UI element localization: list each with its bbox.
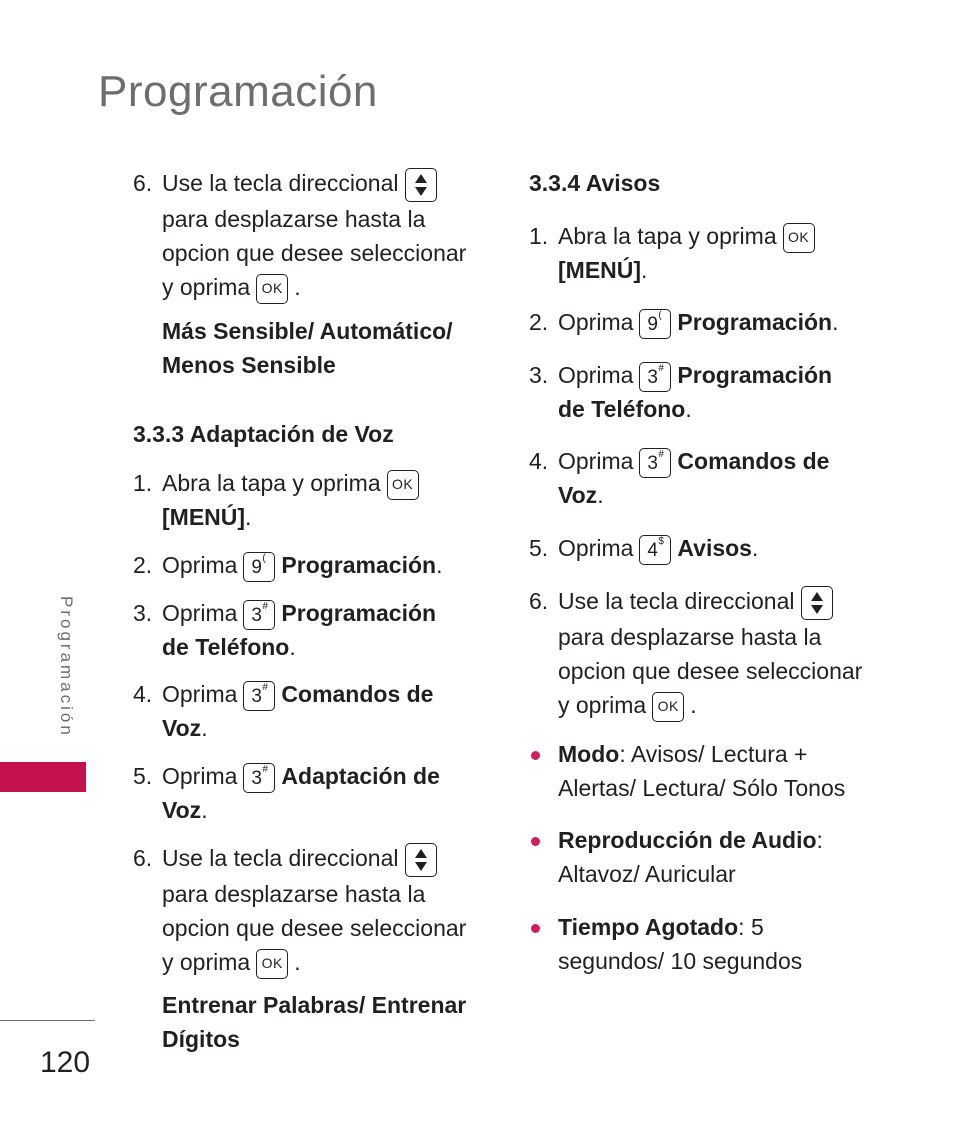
step-text: y oprima	[558, 691, 647, 718]
period: .	[201, 715, 208, 741]
step-text: opcion que desee seleccionar	[558, 657, 863, 684]
step-text: Oprima	[162, 600, 238, 626]
menu-label: Programación	[677, 362, 833, 388]
period: .	[685, 396, 692, 422]
side-section-label: Programación	[57, 596, 76, 738]
menu-label: [MENÚ]	[558, 257, 642, 283]
step-text: Oprima	[558, 309, 634, 335]
menu-label: Avisos	[677, 535, 752, 561]
step-number: 2.	[133, 552, 153, 578]
key-9-icon: 9 (	[243, 552, 275, 582]
step-text: Oprima	[162, 763, 238, 789]
bullet-icon	[531, 924, 540, 933]
key-3-icon: 3 #	[639, 362, 671, 392]
menu-label: [MENÚ]	[162, 504, 246, 530]
bullet-modo	[529, 737, 889, 805]
key-3-icon: 3 #	[243, 600, 275, 630]
step-text: opcion que desee seleccionar	[162, 239, 467, 266]
key-3-icon: 3 #	[243, 681, 275, 711]
step-number: 6.	[133, 845, 153, 871]
step-text: Oprima	[558, 535, 634, 561]
left-options-1	[133, 314, 483, 382]
step-number: 5.	[133, 763, 153, 789]
right-step-1	[529, 219, 889, 287]
step-text: y oprima	[162, 273, 251, 300]
menu-label: Adaptación de	[281, 763, 440, 789]
bullet-reproduccion	[529, 823, 889, 891]
option-text: Alertas/ Lectura/ Sólo Tonos	[558, 775, 846, 801]
step-number: 6.	[529, 588, 549, 614]
left-step-2	[133, 548, 483, 582]
menu-label: de Teléfono	[162, 634, 290, 660]
step-text: Oprima	[162, 681, 238, 707]
left-step-4	[133, 677, 483, 745]
step-number: 1.	[133, 470, 153, 496]
step-text: Oprima	[558, 362, 634, 388]
menu-label: Programación	[281, 552, 437, 578]
left-step-5	[133, 759, 483, 827]
step-number: 2.	[529, 309, 549, 335]
up-down-nav-icon	[405, 843, 437, 877]
step-number: 1.	[529, 223, 549, 249]
step-text: y oprima	[162, 948, 251, 975]
menu-label: Programación	[281, 600, 437, 626]
option-label: Reproducción de Audio	[558, 827, 817, 853]
period: .	[245, 504, 252, 530]
step-number: 4.	[529, 448, 549, 474]
step-text: para desplazarse hasta la	[558, 623, 822, 650]
option-text: Dígitos	[162, 1026, 240, 1052]
step-number: 4.	[133, 681, 153, 707]
ok-key-icon: OK	[652, 692, 684, 722]
step-text: Oprima	[558, 448, 634, 474]
period: .	[690, 691, 697, 718]
step-number: 3.	[529, 362, 549, 388]
step-text: opcion que desee seleccionar	[162, 914, 467, 941]
up-down-nav-icon	[405, 168, 437, 202]
right-step-6	[529, 584, 889, 722]
menu-label: Voz	[558, 482, 598, 508]
page-number: 120	[40, 1046, 91, 1079]
option-text: 5	[744, 914, 764, 940]
menu-label: Comandos de	[281, 681, 434, 707]
colon: :	[816, 827, 823, 853]
page-title: Programación	[98, 67, 378, 116]
period: .	[597, 482, 604, 508]
right-step-4	[529, 444, 889, 512]
section-heading-3-3-4: 3.3.4 Avisos	[529, 170, 661, 196]
step-number: 5.	[529, 535, 549, 561]
step-number: 6.	[133, 170, 153, 196]
right-step-3	[529, 358, 889, 426]
key-9-icon: 9 (	[639, 309, 671, 339]
step-text: Abra la tapa y oprima	[558, 223, 777, 249]
ok-key-icon: OK	[387, 470, 419, 500]
step-text: Use la tecla direccional	[558, 588, 795, 614]
option-label: Modo	[558, 741, 620, 767]
left-step-3	[133, 596, 483, 664]
option-text: Entrenar Palabras/ Entrenar	[162, 992, 467, 1018]
bullet-tiempo	[529, 910, 889, 978]
menu-label: de Teléfono	[558, 396, 686, 422]
step-text: Use la tecla direccional	[162, 170, 399, 196]
option-text: segundos/ 10 segundos	[558, 948, 803, 974]
section-heading-3-3-3: 3.3.3 Adaptación de Voz	[133, 421, 394, 447]
option-text: Menos Sensible	[162, 352, 336, 378]
step-text: Use la tecla direccional	[162, 845, 399, 871]
menu-label: Voz	[162, 797, 202, 823]
colon: :	[738, 914, 745, 940]
step-text: Abra la tapa y oprima	[162, 470, 381, 496]
side-tab-marker	[0, 762, 86, 792]
left-options-2	[133, 988, 483, 1056]
period: .	[832, 309, 839, 335]
key-4-icon: 4 $	[639, 535, 671, 565]
menu-label: Voz	[162, 715, 202, 741]
menu-label: Programación	[677, 309, 833, 335]
ok-key-icon: OK	[256, 274, 288, 304]
right-step-5	[529, 531, 889, 565]
key-3-icon: 3 #	[243, 763, 275, 793]
period: .	[201, 797, 208, 823]
footer-rule	[0, 1020, 95, 1021]
colon: :	[619, 741, 626, 767]
period: .	[751, 535, 759, 561]
option-text: Más Sensible/ Automático/	[162, 318, 453, 344]
ok-key-icon: OK	[256, 949, 288, 979]
period: .	[436, 552, 443, 578]
ok-key-icon: OK	[783, 223, 815, 253]
option-text: Altavoz/ Auricular	[558, 861, 736, 887]
period: .	[294, 273, 301, 300]
key-3-icon: 3 #	[639, 448, 671, 478]
right-step-2	[529, 305, 889, 339]
left-step-6a	[133, 166, 483, 304]
left-step-1	[133, 466, 483, 534]
left-step-6	[133, 841, 483, 979]
bullet-icon	[531, 837, 540, 846]
up-down-nav-icon	[801, 586, 833, 620]
option-text: Avisos/ Lectura +	[625, 741, 808, 767]
period: .	[641, 257, 648, 283]
step-text: para desplazarse hasta la	[162, 880, 426, 907]
step-text: para desplazarse hasta la	[162, 205, 426, 232]
bullet-icon	[531, 751, 540, 760]
period: .	[289, 634, 296, 660]
period: .	[294, 948, 301, 975]
step-number: 3.	[133, 600, 153, 626]
option-label: Tiempo Agotado	[558, 914, 739, 940]
step-text: Oprima	[162, 552, 238, 578]
menu-label: Comandos de	[677, 448, 830, 474]
